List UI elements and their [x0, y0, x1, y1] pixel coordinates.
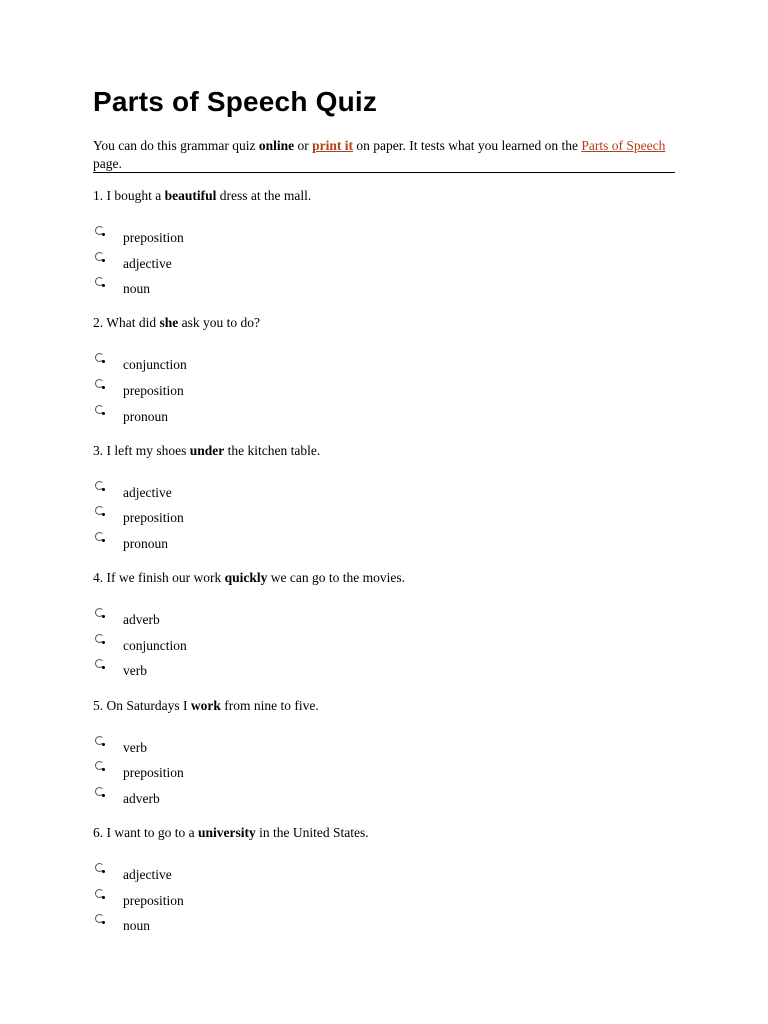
intro-text-1: You can do this grammar quiz — [93, 138, 259, 153]
answer-option-label: adjective — [123, 484, 172, 500]
question-text — [93, 570, 405, 586]
radio-button-icon[interactable] — [95, 252, 104, 261]
question-1 — [93, 186, 675, 313]
question-suffix: in the United States. — [255, 824, 369, 840]
radio-button-icon[interactable] — [95, 379, 104, 388]
radio-button-icon[interactable] — [95, 787, 104, 796]
question-prefix: 1. I bought a — [93, 188, 165, 203]
question-3 — [93, 441, 675, 568]
radio-button-icon[interactable] — [95, 353, 104, 362]
intro-text-3: on paper. It tests what you learned on the — [353, 138, 582, 153]
answer-option-label: verb — [123, 663, 147, 679]
question-4 — [93, 568, 675, 695]
page-title: Parts of Speech Quiz — [93, 86, 378, 117]
radio-button-icon[interactable] — [95, 277, 104, 286]
radio-button-icon[interactable] — [95, 889, 104, 898]
question-6 — [93, 823, 675, 950]
intro-paragraph — [93, 137, 675, 173]
answer-option-label: conjunction — [123, 637, 187, 653]
radio-button-icon[interactable] — [95, 532, 104, 541]
radio-button-icon[interactable] — [95, 608, 104, 617]
question-prefix: 3. I left my shoes — [93, 442, 190, 458]
question-keyword: beautiful — [164, 188, 217, 203]
intro-online: online — [258, 138, 295, 153]
radio-button-icon[interactable] — [95, 634, 104, 643]
question-suffix: ask you to do? — [178, 315, 261, 331]
answer-option-label: noun — [123, 918, 150, 934]
question-text — [93, 443, 320, 459]
radio-button-icon[interactable] — [95, 914, 104, 923]
question-text — [93, 188, 311, 204]
radio-button-icon[interactable] — [95, 863, 104, 872]
answer-option-label: preposition — [123, 230, 184, 245]
answer-option-label: pronoun — [123, 408, 168, 424]
answer-option-label: preposition — [123, 892, 184, 908]
answer-option-label: adjective — [123, 866, 172, 882]
question-keyword: quickly — [224, 570, 268, 586]
intro-text-2: or — [294, 138, 313, 153]
answer-option-label: preposition — [123, 510, 184, 526]
question-prefix: 6. I want to go to a — [93, 824, 198, 840]
question-text — [93, 698, 319, 714]
parts-of-speech-link[interactable]: Parts of Speech — [581, 138, 666, 153]
answer-option-label: adjective — [123, 255, 172, 271]
question-suffix: the kitchen table. — [224, 442, 321, 458]
answer-option-label: adverb — [123, 790, 160, 806]
answer-option-label: verb — [123, 739, 147, 755]
question-keyword: she — [159, 315, 179, 331]
question-prefix: 5. On Saturdays I — [93, 697, 191, 713]
question-text — [93, 825, 369, 841]
question-keyword: under — [189, 442, 225, 458]
answer-option-label: adverb — [123, 612, 160, 628]
answer-option-label: preposition — [123, 382, 184, 398]
question-prefix: 4. If we finish our work — [93, 570, 225, 586]
question-text — [93, 315, 260, 331]
question-suffix: dress at the mall. — [216, 188, 312, 203]
question-suffix: from nine to five. — [220, 697, 319, 713]
answer-option-label: pronoun — [123, 535, 168, 551]
question-list — [93, 186, 675, 950]
question-keyword: university — [197, 824, 256, 840]
print-it-link[interactable]: print it — [312, 138, 354, 153]
question-keyword: work — [190, 697, 221, 713]
radio-button-icon[interactable] — [95, 506, 104, 515]
radio-button-icon[interactable] — [95, 405, 104, 414]
answer-option-label: noun — [123, 281, 150, 297]
radio-button-icon[interactable] — [95, 659, 104, 668]
question-suffix: we can go to the movies. — [267, 570, 405, 586]
intro-text-4: page. — [93, 155, 122, 171]
question-5 — [93, 696, 675, 823]
answer-option-label: preposition — [123, 765, 184, 781]
question-prefix: 2. What did — [93, 315, 160, 331]
radio-button-icon[interactable] — [95, 761, 104, 770]
radio-button-icon[interactable] — [95, 481, 104, 490]
radio-button-icon[interactable] — [95, 736, 104, 745]
radio-button-icon[interactable] — [95, 226, 104, 235]
answer-option-label: conjunction — [123, 357, 187, 373]
question-2 — [93, 313, 675, 440]
